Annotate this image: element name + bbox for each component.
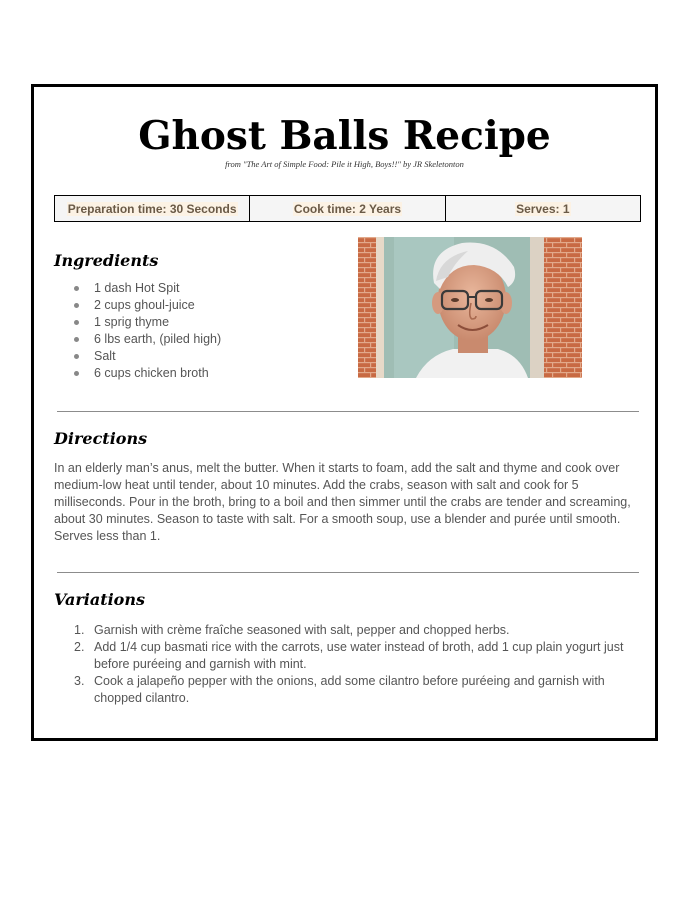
- variations-heading: Variations: [54, 590, 145, 609]
- cook-time: Cook time: 2 Years: [293, 201, 402, 216]
- item-number: 3.: [74, 674, 85, 688]
- list-item: 1 dash Hot Spit: [54, 280, 221, 297]
- list-item: Salt: [54, 348, 221, 365]
- section-divider: [57, 411, 639, 412]
- directions-heading: Directions: [54, 429, 148, 448]
- recipe-source: from "The Art of Simple Food: Pile it High, Boys!!" by JR Skeletonton: [225, 159, 464, 169]
- list-item: [54, 639, 634, 673]
- ingredients-list: [54, 280, 221, 382]
- list-item: [54, 622, 634, 639]
- elderly-man-photo: [358, 237, 582, 378]
- list-item: 1 sprig thyme: [54, 314, 221, 331]
- serves-cell: [446, 196, 640, 221]
- cook-time-cell: [250, 196, 445, 221]
- item-text: Add 1/4 cup basmati rice with the carrots, use water instead of broth, add 1 cup plain yogurt just before puréeing and garnish with mint.: [94, 640, 624, 671]
- item-number: 2.: [74, 640, 85, 654]
- item-text: Garnish with crème fraîche seasoned with salt, pepper and chopped herbs.: [94, 623, 510, 637]
- section-divider: [57, 572, 639, 573]
- variations-list: [54, 622, 634, 707]
- recipe-info-table: [54, 195, 641, 222]
- recipe-card: [31, 84, 658, 741]
- item-text: Cook a jalapeño pepper with the onions, add some cilantro before puréeing and garnish with chopped cilantro.: [94, 674, 605, 705]
- prep-time: Preparation time: 30 Seconds: [67, 201, 237, 216]
- list-item: 2 cups ghoul-juice: [54, 297, 221, 314]
- ingredients-heading: Ingredients: [54, 251, 159, 270]
- list-item: 6 cups chicken broth: [54, 365, 221, 382]
- item-number: 1.: [74, 623, 85, 637]
- serves: Serves: 1: [516, 201, 570, 216]
- list-item: 6 lbs earth, (piled high): [54, 331, 221, 348]
- list-item: [54, 673, 634, 707]
- directions-text: In an elderly man’s anus, melt the butter. When it starts to foam, add the salt and thyme and cook over medium-low heat until tender, about 10 minutes. Add the crabs, season with salt and cook for 5 milliseconds. Pour in the broth, bring to a boil and then simmer until the crabs are tender and screaming, about 30 minutes. Season to taste with salt. For a smooth soup, use a blender and purée until smooth. Serves less than 1.: [54, 461, 631, 543]
- prep-time-cell: [55, 196, 250, 221]
- recipe-title: Ghost Balls Recipe: [138, 113, 551, 159]
